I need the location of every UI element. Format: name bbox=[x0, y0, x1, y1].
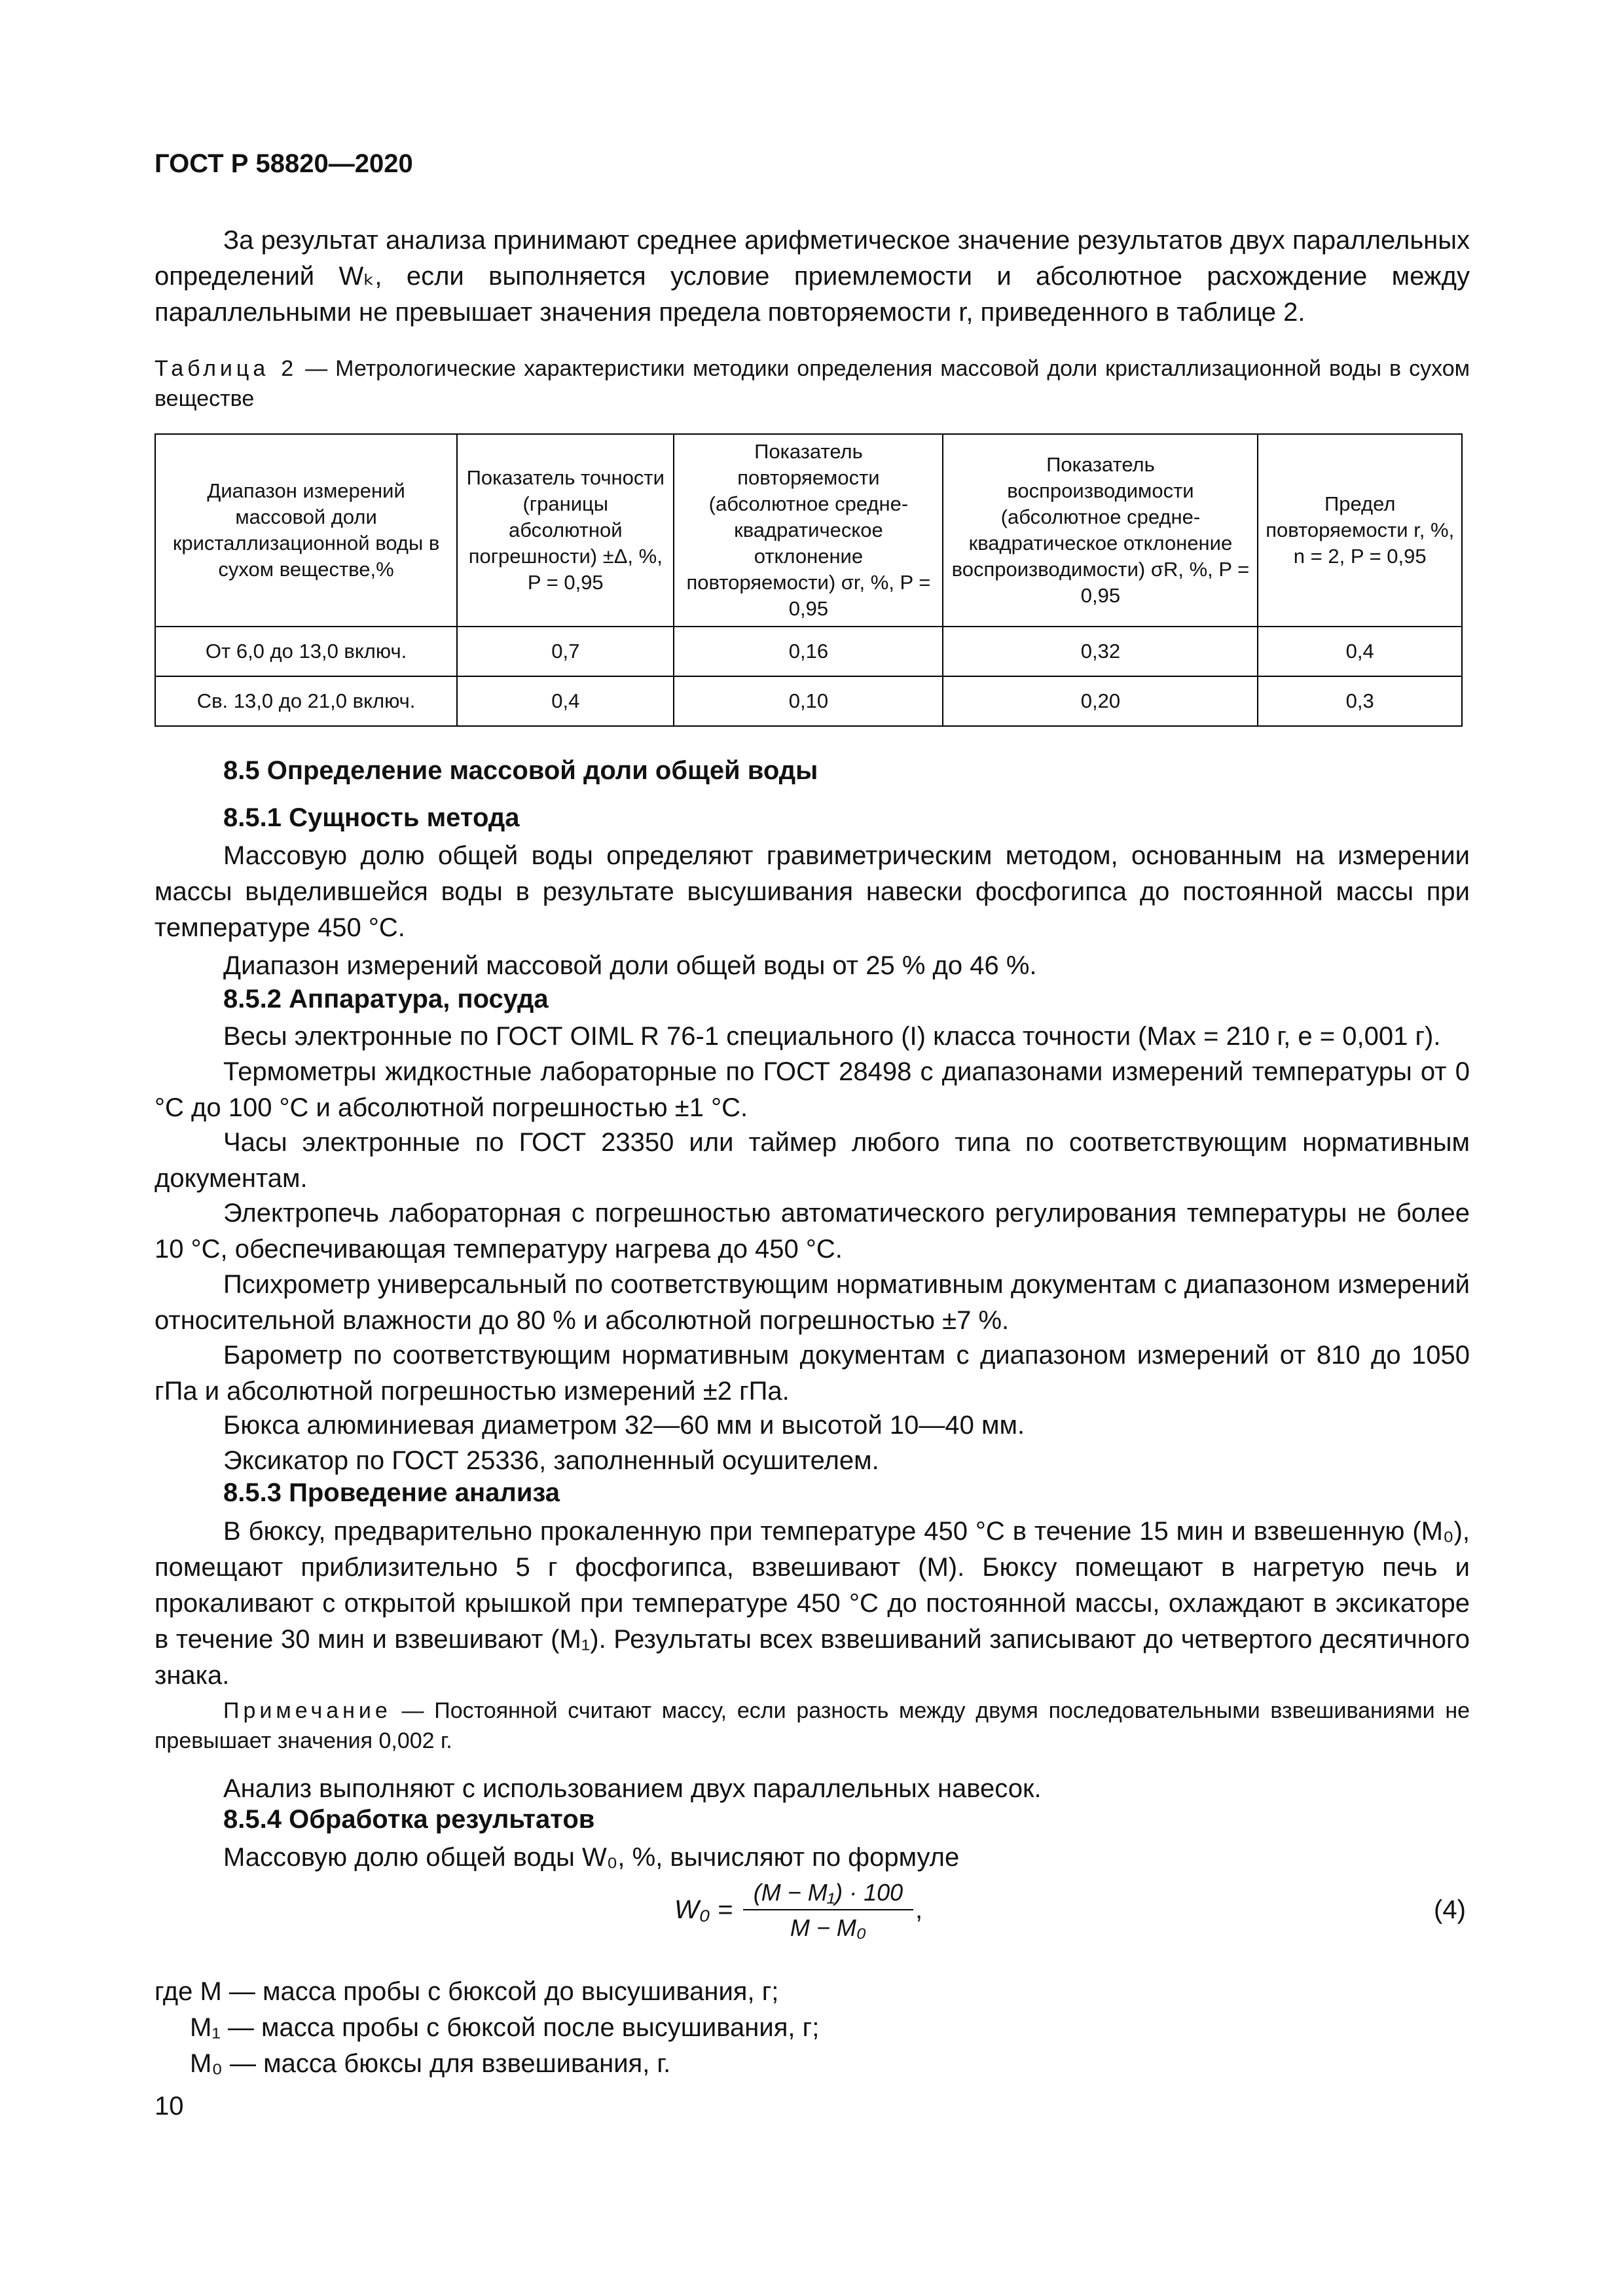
table-cell: 0,20 bbox=[943, 676, 1258, 726]
table-header-cell: Предел повторяемости r, %, n = 2, P = 0,95 bbox=[1258, 434, 1462, 627]
table-header-cell: Показатель повторяемости (абсолютное средне-квадратическое отклонение повторяемости) σr, %, P = 0,95 bbox=[674, 434, 943, 627]
table-cell: 0,32 bbox=[943, 627, 1258, 676]
table-cell: 0,3 bbox=[1258, 676, 1462, 726]
apparatus-item: Бюкса алюминиевая диаметром 32—60 мм и высотой 10—40 мм. bbox=[223, 1411, 1025, 1440]
table-cell: 0,4 bbox=[457, 676, 674, 726]
standard-header: ГОСТ Р 58820—2020 bbox=[155, 149, 413, 178]
formula-number: (4) bbox=[1434, 1895, 1466, 1924]
table-header-row bbox=[155, 434, 1462, 627]
table-cell: От 6,0 до 13,0 включ. bbox=[155, 627, 457, 676]
table-caption-text: — Метрологические характеристики методики определения массовой доли кристаллизационной воды в сухом веществе bbox=[155, 356, 1470, 411]
note-text: — Постоянной считают массу, если разность между двумя последовательными взвешиваниями не превышает значения 0,002 г. bbox=[155, 1698, 1470, 1753]
where-line: M₀ — масса бюксы для взвешивания, г. bbox=[190, 2049, 671, 2078]
table-row bbox=[155, 676, 1462, 726]
page-number: 10 bbox=[155, 2092, 184, 2121]
formula-fraction bbox=[743, 1879, 913, 1942]
formula-denominator: M − M₀ bbox=[790, 1914, 867, 1941]
apparatus-item: Весы электронные по ГОСТ OIML R 76-1 специального (I) класса точности (Max = 210 г, e = 0,001 г). bbox=[223, 1022, 1441, 1051]
intro-paragraph: За результат анализа принимают среднее арифметическое значение результатов двух параллельных определений Wₖ, если выполняется условие приемлемости и абсолютное расхождение между параллельными не превышает значения предела повторяемости r, приведенного в таблице 2. bbox=[155, 226, 1470, 327]
apparatus-item: Психрометр универсальный по соответствующим нормативным документам с диапазоном измерений относительной влажности до 80 % и абсолютной погрешностью ±7 %. bbox=[155, 1270, 1470, 1335]
metrology-table bbox=[155, 433, 1463, 727]
where-line: где M — масса пробы с бюксой до высушивания, г; bbox=[155, 1977, 779, 2006]
apparatus-item: Барометр по соответствующим нормативным документам с диапазоном измерений от 810 до 1050 гПа и абсолютной погрешностью измерений ±2 гПа. bbox=[155, 1341, 1470, 1406]
table-row bbox=[155, 627, 1462, 676]
note-label: Примечание bbox=[223, 1698, 392, 1723]
table-header-cell: Диапазон измерений массовой доли кристаллизационной воды в сухом веществе,% bbox=[155, 434, 457, 627]
table-cell: 0,7 bbox=[457, 627, 674, 676]
paragraph: В бюксу, предварительно прокаленную при температуре 450 °С в течение 15 мин и взвешенную (M₀), помещают приблизительно 5 г фосфогипса, взвешивают (M). Бюксу помещают в нагретую печь и прокаливают с открытой крышкой при температуре 450 °С до постоянной массы, охлаждают в эксикаторе в течение 30 мин и взвешивают (M₁). Результаты всех взвешиваний записывают до четвертого десятичного знака. bbox=[155, 1517, 1470, 1690]
apparatus-item: Часы электронные по ГОСТ 23350 или таймер любого типа по соответствующим нормативным документам. bbox=[155, 1128, 1470, 1193]
apparatus-item: Термометры жидкостные лабораторные по ГОСТ 28498 с диапазонами измерений температуры от 0 °С до 100 °С и абсолютной погрешностью ±1 °С. bbox=[155, 1057, 1470, 1122]
table-cell: 0,10 bbox=[674, 676, 943, 726]
table-header-cell: Показатель точности (границы абсолютной погрешности) ±Δ, %, P = 0,95 bbox=[457, 434, 674, 627]
note bbox=[155, 1696, 1470, 1756]
table-cell: 0,4 bbox=[1258, 627, 1462, 676]
section-8-5-2-heading: 8.5.2 Аппаратура, посуда bbox=[223, 985, 549, 1013]
table-header-cell: Показатель воспроизводимости (абсолютное средне-квадратическое отклонение воспроизводимости) σR, %, P = 0,95 bbox=[943, 434, 1258, 627]
section-8-5-heading: 8.5 Определение массовой доли общей воды bbox=[223, 756, 818, 785]
apparatus-item: Электропечь лабораторная с погрешностью автоматического регулирования температуры не более 10 °С, обеспечивающая температуру нагрева до 450 °С. bbox=[155, 1199, 1470, 1264]
table-caption bbox=[155, 354, 1470, 414]
section-8-5-4-heading: 8.5.4 Обработка результатов bbox=[223, 1805, 595, 1834]
table-cell: Св. 13,0 до 21,0 включ. bbox=[155, 676, 457, 726]
section-8-5-1-heading: 8.5.1 Сущность метода bbox=[223, 803, 520, 832]
paragraph: Анализ выполняют с использованием двух параллельных навесок. bbox=[223, 1774, 1042, 1803]
paragraph: Массовую долю общей воды W₀, %, вычисляют по формуле bbox=[223, 1843, 960, 1872]
paragraph: Массовую долю общей воды определяют гравиметрическим методом, основанным на измерении массы выделившейся воды в результате высушивания навески фосфогипса до постоянной массы при температуре 450 °С. bbox=[155, 841, 1470, 942]
table-caption-label: Таблица 2 bbox=[155, 356, 298, 381]
table-cell: 0,16 bbox=[674, 627, 943, 676]
formula-lhs: W₀ = bbox=[674, 1895, 733, 1924]
apparatus-item: Эксикатор по ГОСТ 25336, заполненный осушителем. bbox=[223, 1446, 879, 1475]
section-8-5-3-heading: 8.5.3 Проведение анализа bbox=[223, 1478, 560, 1507]
where-line: M₁ — масса пробы с бюксой после высушивания, г; bbox=[190, 2013, 820, 2042]
paragraph: Диапазон измерений массовой доли общей воды от 25 % до 46 %. bbox=[223, 951, 1037, 980]
formula-tail: , bbox=[915, 1895, 923, 1924]
formula-numerator: (M − M₁) · 100 bbox=[743, 1879, 913, 1910]
